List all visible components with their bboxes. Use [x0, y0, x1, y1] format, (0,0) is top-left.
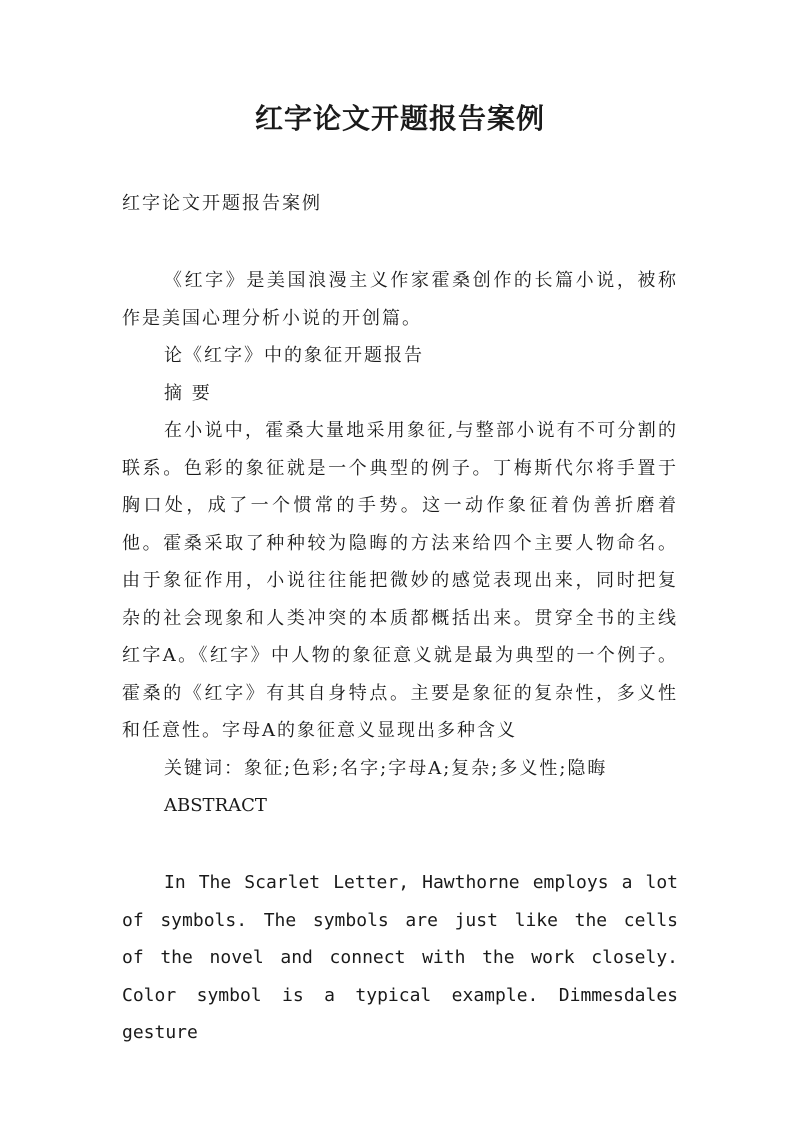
abstract-heading: 摘 要 [164, 382, 212, 404]
document-subtitle: 红字论文开题报告案例 [122, 193, 322, 214]
abstract-english-paragraph: In The Scarlet Letter, Hawthorne employs a lot of symbols. The symbols are just like the cells of the novel and connect with the work closely. Color symbol is a typical example. Dimmesdales gesture [122, 872, 678, 1043]
document-body [122, 262, 678, 825]
document-title: 红字论文开题报告案例 [254, 102, 545, 135]
intro-paragraph: 《红字》是美国浪漫主义作家霍桑创作的长篇小说，被称作是美国心理分析小说的开创篇。 [122, 270, 678, 329]
keywords-line: 关键词：象征;色彩;名字;字母A;复杂;多义性;隐晦 [164, 757, 608, 779]
report-title-line: 论《红字》中的象征开题报告 [164, 345, 424, 366]
abstract-chinese-paragraph: 在小说中，霍桑大量地采用象征,与整部小说有不可分割的联系。色彩的象征就是一个典型的例子。丁梅斯代尔将手置于胸口处，成了一个惯常的手势。这一动作象征着伪善折磨着他。霍桑采取了种种较为隐晦的方法来给四个主要人物命名。由于象征作用，小说往往能把微妙的感觉表现出来，同时把复杂的社会现象和人类冲突的本质都概括出来。贯穿全书的主线红字A。《红字》中人物的象征意义就是最为典型的一个例子。霍桑的《红字》有其自身特点。主要是象征的复杂性，多义性和任意性。字母A的象征意义显现出多种含义 [122, 420, 678, 741]
abstract-english-heading: ABSTRACT [164, 795, 267, 816]
